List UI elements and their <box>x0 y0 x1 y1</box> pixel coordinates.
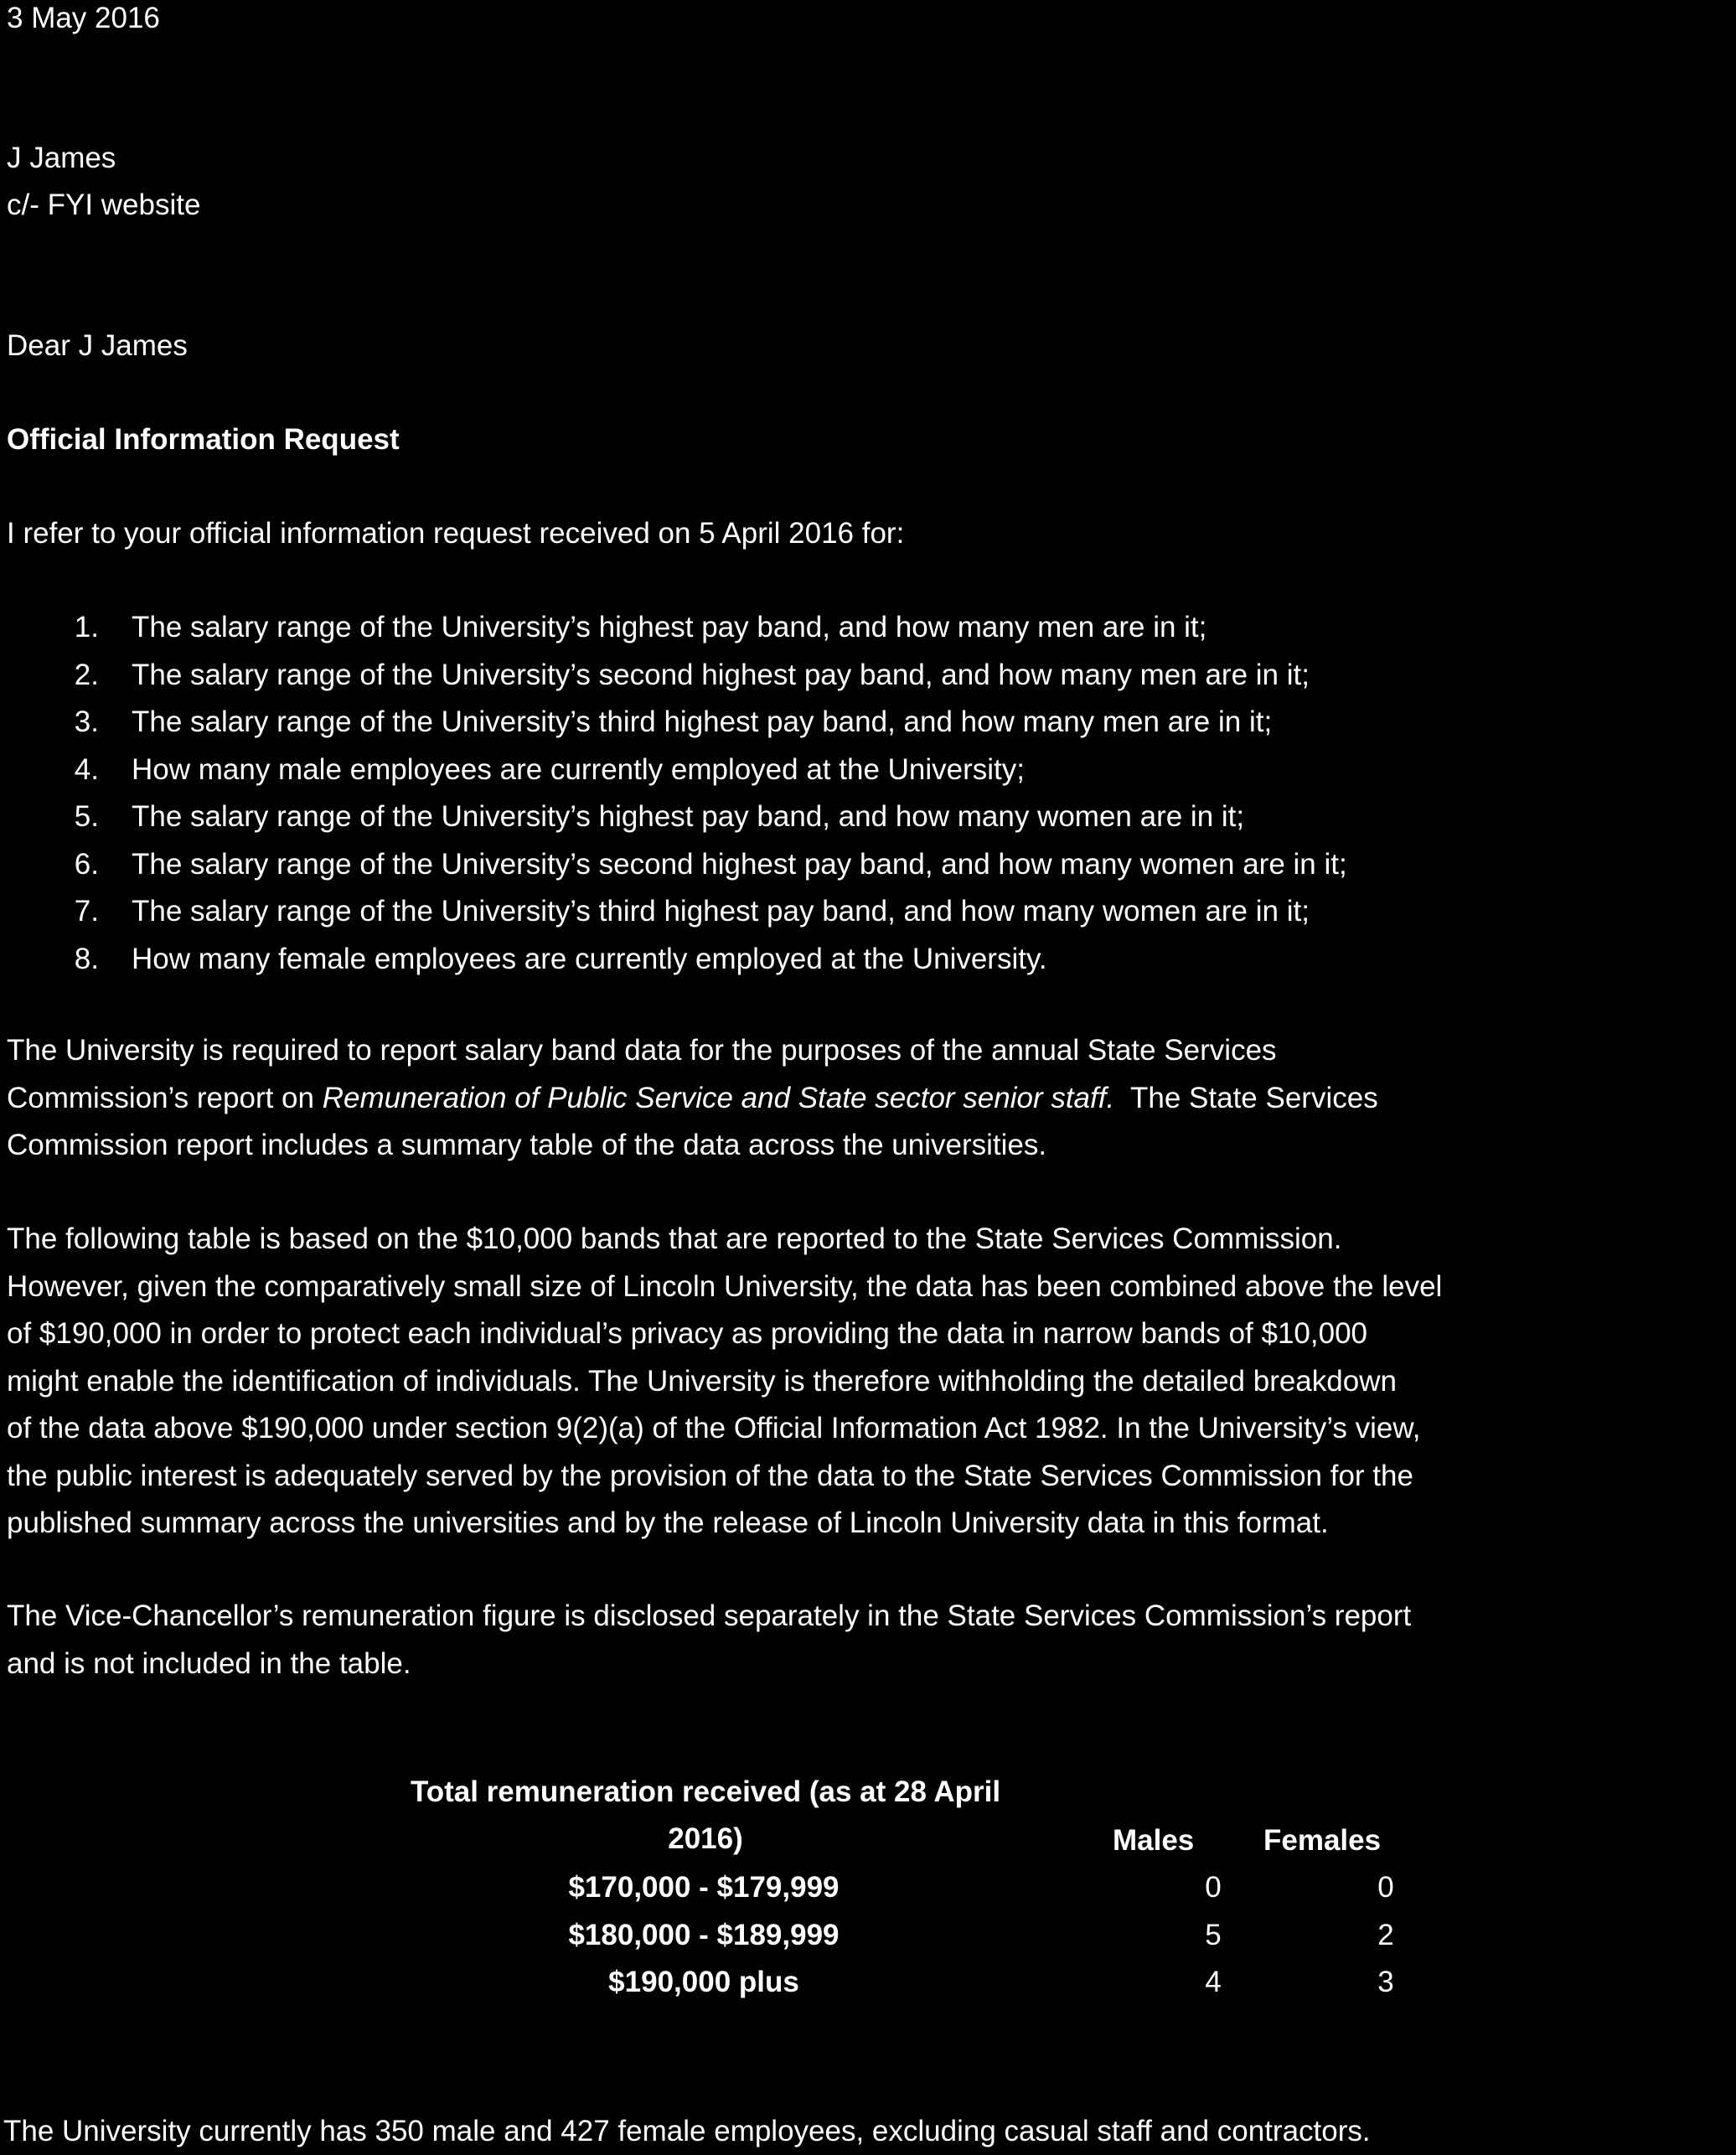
list-number: 7. <box>74 895 99 928</box>
report-title: Remuneration of Public Service and State sector senior staff. <box>322 1081 1115 1114</box>
list-text: The salary range of the University’s third highest pay band, and how many women are in it; <box>132 895 1310 928</box>
table-row <box>0 1912 1736 1959</box>
list-number: 6. <box>74 847 99 881</box>
paragraph-line: However, given the comparatively small size of Lincoln University, the data has been combined above the level <box>7 1269 1443 1303</box>
list-number: 2. <box>74 658 99 691</box>
list-item <box>0 936 1726 984</box>
paragraph-line: the public interest is adequately served by the provision of the data to the State Services Commission for the <box>7 1459 1413 1492</box>
table-cell-males: 4 <box>1205 1966 1222 1998</box>
table-cell-males: 0 <box>1205 1871 1222 1904</box>
list-item <box>0 888 1726 936</box>
table-header-males: Males <box>1113 1824 1195 1857</box>
paragraph-vice-chancellor <box>7 1593 1731 1687</box>
paragraph-line: The University is required to report salary band data for the purposes of the annual State Services <box>7 1034 1277 1067</box>
table-cell-females: 0 <box>1377 1871 1394 1904</box>
list-text: How many male employees are currently employed at the University; <box>132 752 1025 786</box>
table-row <box>0 1959 1736 2006</box>
list-text: The salary range of the University’s second highest pay band, and how many men are in it; <box>132 658 1310 691</box>
table-header-line: 2016) <box>668 1822 743 1855</box>
list-number: 8. <box>74 942 99 975</box>
table-cell-band: $190,000 plus <box>608 1966 799 1998</box>
subject-heading: Official Information Request <box>7 423 400 456</box>
list-item <box>0 652 1726 700</box>
paragraph-line: Commission report includes a summary table of the data across the universities. <box>7 1129 1047 1161</box>
table-cell-band: $180,000 - $189,999 <box>568 1919 840 1951</box>
list-text: How many female employees are currently employed at the University. <box>132 942 1047 975</box>
list-item <box>0 793 1726 841</box>
closing-statement: The University currently has 350 male and 427 female employees, excluding casual staff and contractors. <box>3 2115 1371 2147</box>
line-prefix: Commission’s report on <box>7 1081 323 1114</box>
intro-paragraph: I refer to your official information request received on 5 April 2016 for: <box>7 517 905 550</box>
paragraph-line: of the data above $190,000 under section 9(2)(a) of the Official Information Act 1982. In the University’s view, <box>7 1412 1421 1444</box>
paragraph-ssc-reporting <box>7 1027 1731 1170</box>
table-header-remuneration <box>358 1769 1053 1863</box>
table-cell-females: 3 <box>1377 1966 1394 1998</box>
table-cell-females: 2 <box>1377 1919 1394 1951</box>
list-number: 4. <box>74 752 99 786</box>
paragraph-line: of $190,000 in order to protect each individual’s privacy as providing the data in narrow bands of $10,000 <box>7 1317 1368 1350</box>
list-item <box>0 747 1726 794</box>
list-text: The salary range of the University’s second highest pay band, and how many women are in it; <box>132 847 1347 881</box>
list-number: 5. <box>74 800 99 833</box>
paragraph-line: might enable the identification of individuals. The University is therefore withholding the detailed breakdown <box>7 1364 1397 1398</box>
recipient-name: J James <box>7 142 116 174</box>
letter-date: 3 May 2016 <box>7 2 160 34</box>
salutation: Dear J James <box>7 329 188 362</box>
paragraph-line: and is not included in the table. <box>7 1646 411 1680</box>
paragraph-table-explanation <box>7 1216 1731 1548</box>
recipient-address: c/- FYI website <box>7 189 201 221</box>
paragraph-line: The following table is based on the $10,000 bands that are reported to the State Services Commission. <box>7 1222 1342 1255</box>
line-suffix: The State Services <box>1114 1081 1378 1114</box>
table-cell-band: $170,000 - $179,999 <box>568 1871 840 1904</box>
list-item <box>0 604 1726 652</box>
table-cell-males: 5 <box>1205 1919 1222 1951</box>
list-text: The salary range of the University’s highest pay band, and how many women are in it; <box>132 800 1245 833</box>
list-number: 3. <box>74 705 99 738</box>
table-header-females: Females <box>1263 1824 1382 1857</box>
paragraph-line: The Vice-Chancellor’s remuneration figure is disclosed separately in the State Services Commission’s report <box>7 1599 1412 1632</box>
list-text: The salary range of the University’s highest pay band, and how many men are in it; <box>132 611 1207 643</box>
list-number: 1. <box>74 611 99 643</box>
list-item <box>0 699 1726 747</box>
list-text: The salary range of the University’s third highest pay band, and how many men are in it; <box>132 705 1273 738</box>
paragraph-line <box>7 1075 1731 1123</box>
table-header-line: Total remuneration received (as at 28 April <box>410 1775 1001 1808</box>
table-row <box>0 1864 1736 1911</box>
paragraph-line: published summary across the universities and by the release of Lincoln University data in this format. <box>7 1506 1329 1539</box>
request-list <box>0 604 1726 983</box>
list-item <box>0 841 1726 889</box>
